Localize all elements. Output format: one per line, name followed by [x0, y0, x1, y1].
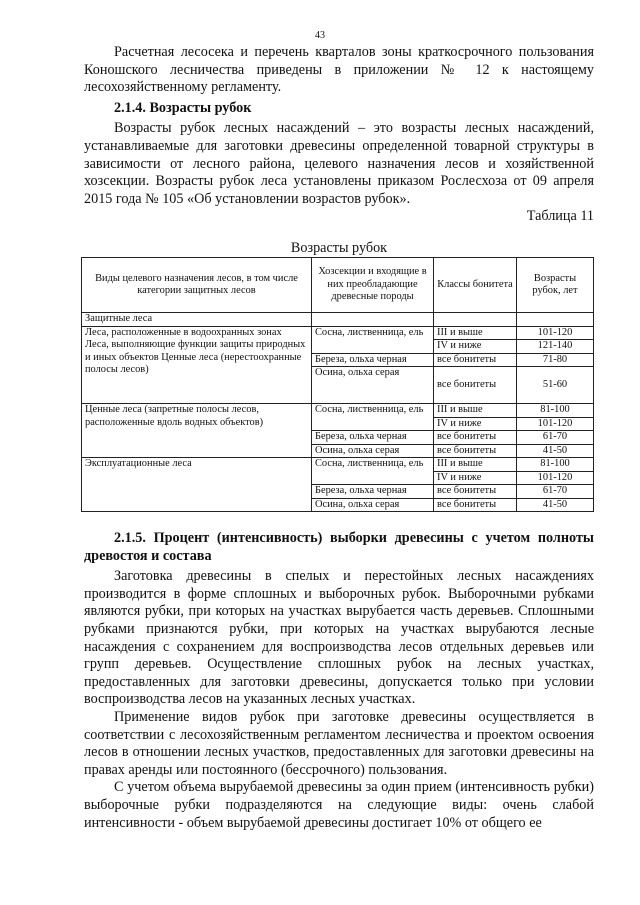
- age-cell: 61-70: [517, 485, 594, 499]
- age-cell: 41-50: [517, 444, 594, 458]
- table-header-row: [82, 258, 594, 313]
- bonitet-cell: III и выше: [434, 404, 517, 418]
- table-row: [82, 313, 594, 327]
- group2-label: Ценные леса (запретные полосы лесов, расположенные вдоль водных объектов): [82, 404, 312, 458]
- bonitet-cell: все бонитеты: [434, 431, 517, 445]
- table-row: [82, 458, 594, 472]
- species-cell: Осина, ольха серая: [312, 367, 434, 404]
- age-cell: 71-80: [517, 353, 594, 367]
- text-block-top: [84, 44, 594, 226]
- header-bonitet: Классы бонитета: [434, 258, 517, 313]
- species-cell: Береза, ольха черная: [312, 431, 434, 445]
- section-215-paragraph-1: Заготовка древесины в спелых и перестойных лесных насаждениях производится в форме сплошных и выборочных рубок. Выборочными рубками являются рубки, при которых на участках вырубается часть деревьев. Сплошными рубками признаются рубки, при которых на участках вырубаются лесные насаждения с сохранением для воспроизводства лесов отдельных деревьев или групп деревьев. Осуществление сплошных рубок на лесных участках, предоставленных для заготовки древесины, допускается только при условии воспроизводства лесов на указанных лесных участках.: [84, 568, 594, 708]
- header-age: Возрасты рубок, лет: [517, 258, 594, 313]
- section-215-paragraph-3: С учетом объема вырубаемой древесины за один прием (интенсивность рубки) выборочные рубки подразделяются на следующие виды: очень слабой интенсивности - объем вырубаемой древесины достигает 10% от общего ее: [84, 779, 594, 831]
- table-number: Таблица 11: [526, 208, 594, 225]
- age-cell: 61-70: [517, 431, 594, 445]
- section-214-paragraph: Возрасты рубок лесных насаждений – это возрасты лесных насаждений, устанавливаемые для заготовки древесины определенной товарной структуры в зависимости от лесного района, целевого назначения лесов и хозяйственной хозсекции. Возрасты рубок леса установлены приказом Рослесхоза от 09 апреля 2015 года № 105 «Об установлении возрастов рубок».: [84, 120, 594, 207]
- intro-paragraph: Расчетная лесосека и перечень кварталов зоны краткосрочного пользования Коношского лесничества приведены в приложении № 12 к настоящему лесохозяйственному регламенту.: [84, 44, 594, 96]
- section-215-paragraph-2: Применение видов рубок при заготовке древесины осуществляется в соответствии с лесохозяйственным регламентом лесничества и проектом освоения лесов в отношении лесных участков, предоставленных для заготовки древесины на правах аренды или постоянного (бессрочного) пользования.: [84, 708, 594, 778]
- bonitet-cell: III и выше: [434, 326, 517, 340]
- bonitet-cell: все бонитеты: [434, 485, 517, 499]
- bonitet-cell: IV и ниже: [434, 417, 517, 431]
- species-cell: Сосна, лиственница, ель: [312, 326, 434, 353]
- bonitet-cell: все бонитеты: [434, 367, 517, 404]
- group3-label: Эксплуатационные леса: [82, 458, 312, 512]
- age-cell: 51-60: [517, 367, 594, 404]
- section-214-heading: 2.1.4. Возрасты рубок: [114, 99, 252, 116]
- table-row: [82, 326, 594, 340]
- age-cell: 121-140: [517, 340, 594, 354]
- table-title: Возрасты рубок: [290, 240, 388, 256]
- header-purpose: Виды целевого назначения лесов, в том числе категории защитных лесов: [82, 258, 312, 313]
- text-block-bottom: [84, 530, 594, 832]
- species-cell: Сосна, лиственница, ель: [312, 458, 434, 485]
- bonitet-cell: III и выше: [434, 458, 517, 472]
- age-cell: 81-100: [517, 458, 594, 472]
- species-cell: Береза, ольха черная: [312, 353, 434, 367]
- group1-label: Леса, расположенные в водоохранных зонах Леса, выполняющие функции защиты природных и иных объектов Ценные леса (нерестоохранные полосы лесов): [82, 326, 312, 404]
- bonitet-cell: IV и ниже: [434, 471, 517, 485]
- age-cell: 101-120: [517, 326, 594, 340]
- species-cell: Береза, ольха черная: [312, 485, 434, 499]
- species-cell: Сосна, лиственница, ель: [312, 404, 434, 431]
- species-cell: Осина, ольха серая: [312, 498, 434, 512]
- section-215-heading: 2.1.5. Процент (интенсивность) выборки древесины с учетом полноты древостоя и состава: [84, 530, 594, 564]
- bonitet-cell: все бонитеты: [434, 498, 517, 512]
- species-cell: Осина, ольха серая: [312, 444, 434, 458]
- bonitet-cell: все бонитеты: [434, 444, 517, 458]
- page-number: 43: [315, 30, 325, 41]
- header-species: Хозсекции и входящие в них преобладающие древесные породы: [312, 258, 434, 313]
- age-cell: 101-120: [517, 471, 594, 485]
- bonitet-cell: все бонитеты: [434, 353, 517, 367]
- age-cell: 101-120: [517, 417, 594, 431]
- section-row-label: Защитные леса: [82, 313, 312, 327]
- age-cell: 41-50: [517, 498, 594, 512]
- age-cell: 81-100: [517, 404, 594, 418]
- bonitet-cell: IV и ниже: [434, 340, 517, 354]
- table-row: [82, 404, 594, 418]
- cutting-age-table: [81, 257, 594, 512]
